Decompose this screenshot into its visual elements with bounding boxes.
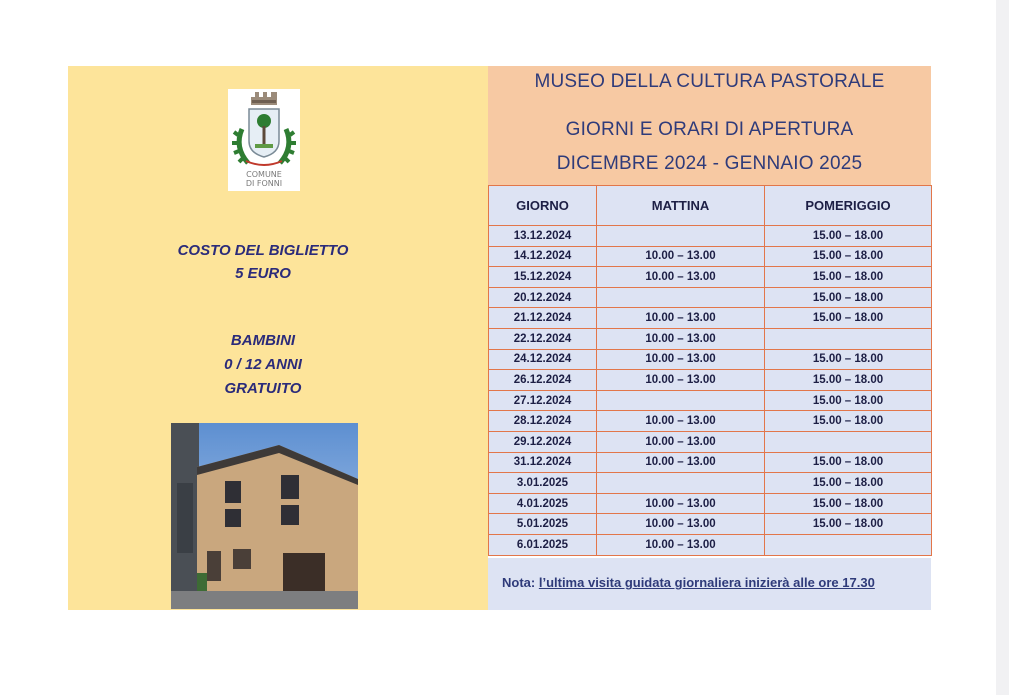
table-row [489, 514, 932, 535]
note-band [488, 558, 931, 610]
cell-giorno: 13.12.2024 [489, 226, 597, 247]
cell-pomeriggio: 15.00 – 18.00 [765, 287, 932, 308]
note-label: Nota: [502, 575, 536, 590]
opening-days-subtitle: GIORNI E ORARI DI APERTURA [565, 119, 854, 140]
cell-mattina: 10.00 – 13.00 [597, 246, 765, 267]
cell-pomeriggio: 15.00 – 18.00 [765, 493, 932, 514]
table-row [489, 246, 932, 267]
cell-giorno: 29.12.2024 [489, 431, 597, 452]
cell-mattina [597, 473, 765, 494]
emblem-caption-fonni: DI FONNI [245, 179, 283, 188]
cell-pomeriggio [765, 431, 932, 452]
guided-visit-note [502, 575, 875, 590]
cell-mattina [597, 226, 765, 247]
scrollbar-track[interactable] [996, 0, 1009, 695]
cell-mattina: 10.00 – 13.00 [597, 349, 765, 370]
cell-giorno: 28.12.2024 [489, 411, 597, 432]
cell-mattina: 10.00 – 13.00 [597, 370, 765, 391]
cell-mattina: 10.00 – 13.00 [597, 493, 765, 514]
table-row [489, 370, 932, 391]
table-row [489, 390, 932, 411]
cell-pomeriggio: 15.00 – 18.00 [765, 411, 932, 432]
cell-mattina: 10.00 – 13.00 [597, 267, 765, 288]
cell-pomeriggio: 15.00 – 18.00 [765, 473, 932, 494]
cell-giorno: 24.12.2024 [489, 349, 597, 370]
table-row [489, 287, 932, 308]
table-row [489, 226, 932, 247]
column-header-mattina: MATTINA [597, 186, 765, 226]
cell-pomeriggio: 15.00 – 18.00 [765, 390, 932, 411]
cell-giorno: 5.01.2025 [489, 514, 597, 535]
cell-giorno: 14.12.2024 [489, 246, 597, 267]
cell-pomeriggio [765, 534, 932, 555]
cell-giorno: 20.12.2024 [489, 287, 597, 308]
cell-mattina: 10.00 – 13.00 [597, 308, 765, 329]
cell-mattina: 10.00 – 13.00 [597, 411, 765, 432]
cell-giorno: 4.01.2025 [489, 493, 597, 514]
table-row [489, 431, 932, 452]
table-row [489, 308, 932, 329]
cell-mattina: 10.00 – 13.00 [597, 452, 765, 473]
cell-giorno: 21.12.2024 [489, 308, 597, 329]
table-row [489, 349, 932, 370]
table-row [489, 473, 932, 494]
note-text: l’ultima visita guidata giornaliera inizierà alle ore 17.30 [538, 575, 875, 590]
table-header-row [489, 186, 932, 226]
period-title: DICEMBRE 2024 - GENNAIO 2025 [556, 153, 863, 174]
table-row [489, 452, 932, 473]
children-label: BAMBINI [230, 332, 296, 349]
cell-giorno: 3.01.2025 [489, 473, 597, 494]
comune-di-fonni-emblem [228, 89, 300, 191]
cell-giorno: 15.12.2024 [489, 267, 597, 288]
schedule-header [488, 66, 931, 185]
cell-pomeriggio: 15.00 – 18.00 [765, 349, 932, 370]
cell-giorno: 22.12.2024 [489, 328, 597, 349]
museum-building-photo [171, 423, 358, 609]
cell-mattina: 10.00 – 13.00 [597, 328, 765, 349]
table-row [489, 328, 932, 349]
ticket-cost-label: COSTO DEL BIGLIETTO [177, 242, 349, 259]
cell-giorno: 26.12.2024 [489, 370, 597, 391]
cell-pomeriggio: 15.00 – 18.00 [765, 267, 932, 288]
ticket-cost-value: 5 EURO [235, 265, 291, 282]
cell-mattina: 10.00 – 13.00 [597, 534, 765, 555]
cell-mattina [597, 390, 765, 411]
museum-title: MUSEO DELLA CULTURA PASTORALE [534, 71, 885, 92]
cell-mattina [597, 287, 765, 308]
emblem-caption-comune: COMUNE [246, 170, 282, 179]
cell-pomeriggio: 15.00 – 18.00 [765, 226, 932, 247]
table-row [489, 493, 932, 514]
cell-pomeriggio: 15.00 – 18.00 [765, 452, 932, 473]
ticket-info-panel [68, 66, 488, 610]
table-row [489, 267, 932, 288]
cell-mattina: 10.00 – 13.00 [597, 514, 765, 535]
cell-pomeriggio: 15.00 – 18.00 [765, 514, 932, 535]
cell-pomeriggio: 15.00 – 18.00 [765, 246, 932, 267]
cell-pomeriggio [765, 328, 932, 349]
children-age: 0 / 12 ANNI [224, 356, 302, 373]
cell-giorno: 6.01.2025 [489, 534, 597, 555]
cell-pomeriggio: 15.00 – 18.00 [765, 308, 932, 329]
cell-pomeriggio: 15.00 – 18.00 [765, 370, 932, 391]
cell-giorno: 31.12.2024 [489, 452, 597, 473]
cell-giorno: 27.12.2024 [489, 390, 597, 411]
opening-schedule-table [488, 185, 932, 556]
table-row [489, 411, 932, 432]
column-header-giorno: GIORNO [489, 186, 597, 226]
cell-mattina: 10.00 – 13.00 [597, 431, 765, 452]
table-row [489, 534, 932, 555]
children-price: GRATUITO [224, 380, 302, 397]
column-header-pomeriggio: POMERIGGIO [765, 186, 932, 226]
